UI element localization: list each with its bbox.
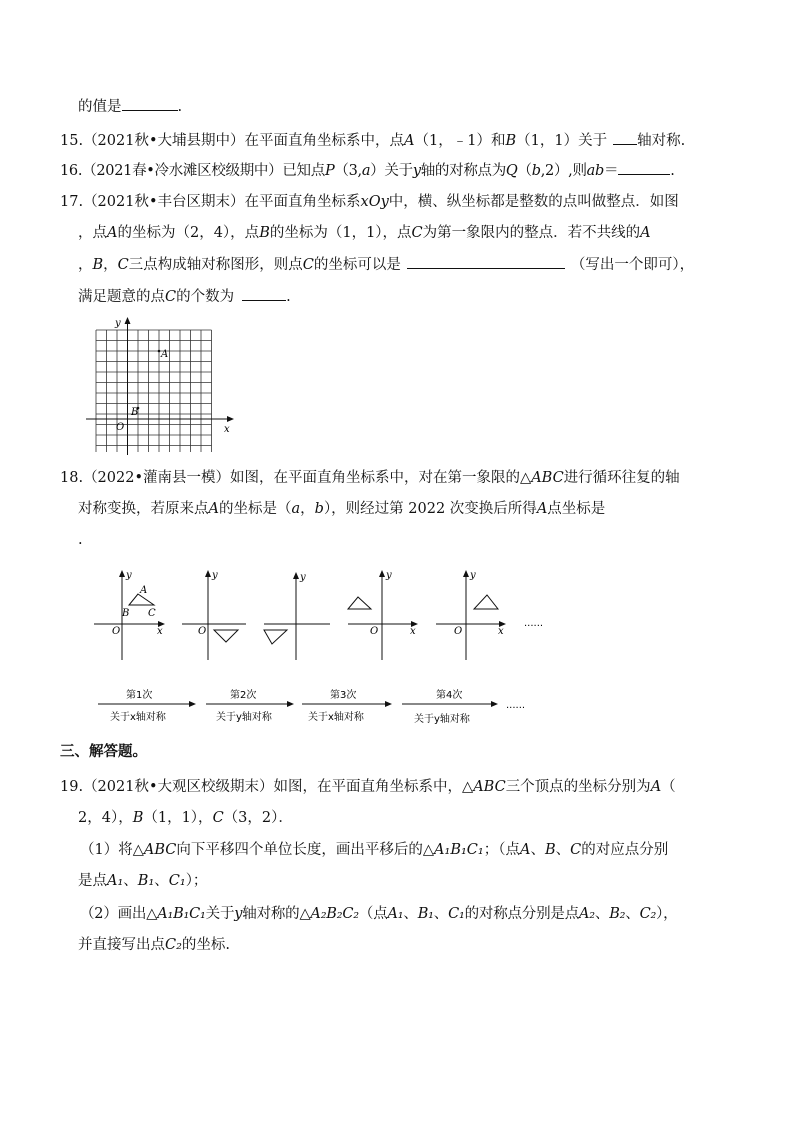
svg-text:B: B [122,608,130,619]
y-label: y [115,318,121,329]
question-17-line-4: 满足题意的点C的个数为 . [78,286,291,307]
point-b-label: B [131,407,139,418]
svg-text:O: O [112,626,121,637]
y-arrow-icon [293,572,299,579]
answer-blank[interactable] [407,254,565,269]
y-axis-arrow-icon [125,317,131,324]
question-18-line-3: . [78,532,83,548]
svg-text:第2次: 第2次 [230,690,257,701]
question-17-line-3: ，B，C三点构成轴对称图形，则点C的坐标可以是 （写出一个即可）， [78,254,694,275]
svg-text:关于x轴对称: 关于x轴对称 [308,712,364,723]
arrow-right-icon [287,701,294,707]
question-16: 16.（2021春•冷水滩区校级期中）已知点P（3,a）关于y轴的对称点为Q（b,2）,则ab＝ . [60,160,675,181]
x-axis-arrow-icon [227,416,234,422]
svg-text:关于y轴对称: 关于y轴对称 [216,712,272,723]
arrow-right-icon [491,701,498,707]
point-a-label: A [161,349,169,360]
svg-text:x: x [498,626,504,637]
question-19-part-2-line-2: 并直接写出点C₂的坐标. [78,937,231,953]
svg-text:O: O [454,626,463,637]
svg-text:第3次: 第3次 [330,690,357,701]
answer-blank[interactable] [613,130,637,145]
arrow-right-icon [385,701,392,707]
origin-label: O [116,422,125,433]
coord-system-1 [94,570,165,660]
svg-text:关于y轴对称: 关于y轴对称 [414,714,470,725]
svg-text:y: y [470,570,476,581]
y-arrow-icon [463,570,469,577]
svg-text:y: y [212,570,218,581]
svg-text:A: A [140,585,148,596]
continuation-dots: ...... [524,618,544,629]
svg-text:O: O [198,626,207,637]
coord-system-5 [436,570,506,660]
question-19-part-1-line-2: 是点A₁、B₁、C₁）； [78,873,208,889]
question-19-part-2-line-1: （2）画出△A₁B₁C₁关于y轴对称的△A₂B₂C₂（点A₁、B₁、C₁的对称点分别是点A₂、B₂、C₂）， [80,906,678,922]
question-18-line-2: 对称变换，若原来点A的坐标是（a，b），则经过第 2022 次变换后所得A点坐标是 [78,501,606,517]
step-arrow-3 [302,688,392,723]
step-arrow-4 [402,688,498,725]
question-18-line-1: 18.（2022•灌南县一模）如图，在平面直角坐标系中，对在第一象限的△ABC进行循环往复的轴 [60,470,680,486]
svg-text:O: O [370,626,379,637]
answer-blank[interactable] [242,286,286,301]
svg-text:y: y [126,570,132,581]
question-19-line-1: 19.（2021秋•大观区校级期末）如图，在平面直角坐标系中，△ABC三个顶点的坐标分别为A（ [60,779,676,795]
question-17-line-2: ，点A的坐标为（2，4），点B的坐标为（1，1），点C为第一象限内的整点．若不共线的A [78,225,651,241]
y-arrow-icon [205,570,211,577]
q18-step-arrows [94,684,534,730]
answer-blank[interactable] [618,160,670,175]
coord-system-3 [264,572,330,660]
triangle-step-1 [214,630,238,642]
svg-text:第4次: 第4次 [436,690,463,701]
grid-lines [96,330,212,452]
svg-text:y: y [300,572,306,583]
q17-grid-figure [84,312,244,457]
step-arrow-1 [98,688,196,723]
svg-text:关于x轴对称: 关于x轴对称 [110,712,166,723]
step-arrow-2 [206,688,294,723]
x-label: x [224,424,230,435]
section-title: 三、解答题。 [60,744,147,760]
point-a [158,350,161,353]
q18-transform-figure [86,564,556,668]
arrow-right-icon [189,701,196,707]
svg-text:x: x [157,626,163,637]
answer-blank[interactable] [122,96,178,111]
svg-text:第1次: 第1次 [126,690,153,701]
coord-system-4 [348,570,418,660]
triangle-step-3 [348,597,371,609]
continuation-dots: ...... [506,700,526,711]
question-17-line-1: 17.（2021秋•丰台区期末）在平面直角坐标系xOy中，横、纵坐标都是整数的点叫做整点．如图 [60,194,679,210]
y-arrow-icon [119,570,125,577]
svg-text:C: C [148,608,156,619]
triangle-step-2 [264,630,287,644]
coord-system-2 [182,570,246,660]
y-arrow-icon [379,570,385,577]
svg-text:x: x [410,626,416,637]
question-19-line-2: 2，4），B（1，1），C（3，2）． [78,810,293,826]
svg-text:y: y [386,570,392,581]
triangle-step-4 [474,595,498,609]
question-15: 15.（2021秋•大埔县期中）在平面直角坐标系中，点A（1，﹣1）和B（1，1）关于 轴对称. [60,130,685,151]
q14-tail: 的值是 . [78,96,182,117]
question-19-part-1-line-1: （1）将△ABC向下平移四个单位长度，画出平移后的△A₁B₁C₁；（点A、B、C的对应点分别 [80,842,669,858]
